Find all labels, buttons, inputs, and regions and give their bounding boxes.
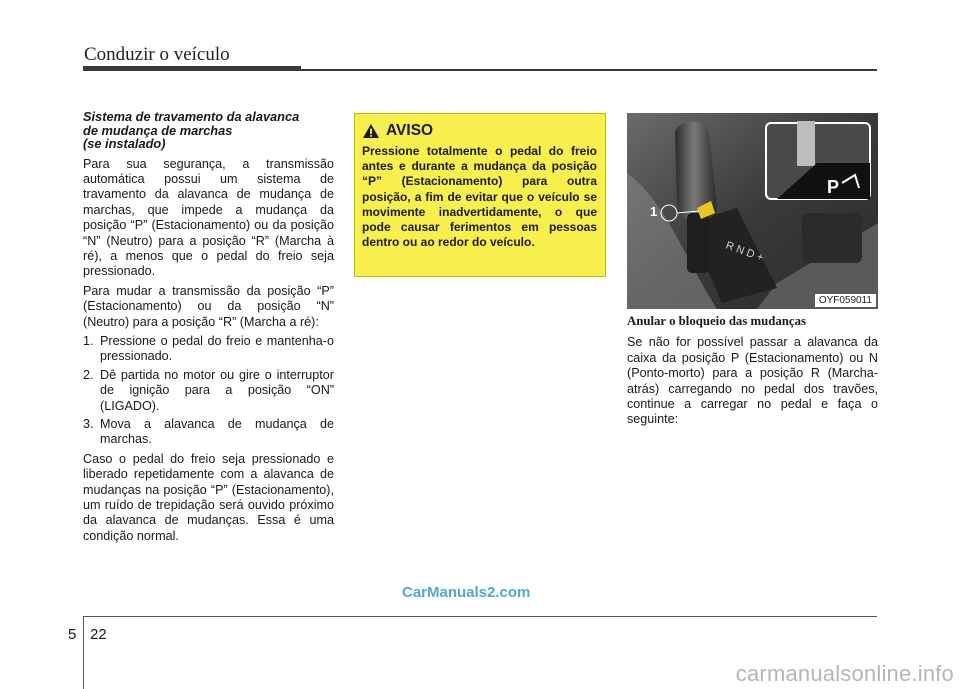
right-column [627, 314, 878, 432]
step-number: 1. [83, 333, 94, 348]
section-heading-line2: de mudança de marchas [83, 122, 233, 138]
warning-box [354, 113, 606, 277]
section-heading [83, 110, 334, 151]
warning-triangle-icon [362, 123, 380, 139]
steps-list [83, 334, 334, 448]
watermark-link[interactable]: CarManuals2.com [402, 584, 531, 601]
gear-label: P [827, 177, 840, 197]
chapter-number: 5 [68, 626, 77, 643]
section-heading-line3: (se instalado) [83, 136, 166, 151]
warning-title: AVISO [386, 122, 434, 139]
header-rule-thick [83, 66, 301, 71]
footer-rule [83, 616, 877, 617]
list-item [83, 368, 334, 414]
warning-header [362, 122, 597, 140]
step-text: Pressione o pedal do freio e mantenha-o pressionado. [100, 333, 334, 364]
footer-tick [83, 616, 84, 689]
step-number: 2. [83, 367, 94, 382]
override-text: Se não for possível passar a alavanca da caixa da posição P (Estacionamento) ou N (Ponto-morto) para a posição R (Marcha-atrás) carregando no pedal dos travões, continue a carregar no pedal e faça o seguinte: [627, 335, 878, 427]
header-rule-thin [301, 69, 877, 71]
override-heading: Anular o bloqueio das mudanças [627, 314, 806, 328]
list-item [83, 334, 334, 365]
shift-letters: R N D + [723, 239, 766, 265]
page-number: 22 [90, 626, 107, 643]
shift-lever-illustration [627, 113, 878, 309]
section-heading-line1: Sistema de travamento da alavanca [83, 109, 300, 124]
page-header-title: Conduzir o veículo [84, 44, 230, 65]
list-item [83, 417, 334, 448]
paragraph-note: Caso o pedal do freio seja pressionado e liberado repetidamente com a alavanca de mudanças na posição “P” (Estacionamento), um ruído de trepidação será ouvido próximo da alavanca de mudanças. Essa é uma condição normal. [83, 451, 334, 543]
callout-number: 1 [650, 204, 658, 219]
figure-code: OYF059011 [815, 294, 876, 307]
paragraph-shift: Para mudar a transmissão da posição “P” (Estacionamento) ou da posição “N” (Neutro) para a posição “R” (Marcha a ré): [83, 283, 334, 329]
step-text: Dê partida no motor ou gire o interruptor de ignição para a posição “ON” (LIGADO). [100, 367, 334, 413]
step-number: 3. [83, 417, 94, 431]
footer-site-watermark[interactable]: carmanualsonline.info [735, 661, 954, 686]
shift-lever-photo [627, 113, 878, 309]
left-column [83, 110, 334, 548]
step-text: Mova a alavanca de mudança de marchas. [100, 417, 334, 447]
paragraph-intro: Para sua segurança, a transmissão automática possui um sistema de travamento da alavanca de mudança de marchas, que impede a mudança da posição “P” (Estacionamento) ou da posição “N” (Neutro) para a posição “R” (Marcha à ré), a menos que o pedal do freio seja pressionado. [83, 156, 334, 279]
warning-text: Pressione totalmente o pedal do freio antes e durante a mudança da posição “P” (Estacionamento) para outra posição, a fim de evitar que o veículo se movimente inadvertidamente, o que pode causar ferimentos em pessoas dentro ou ao redor do veículo. [362, 144, 597, 250]
